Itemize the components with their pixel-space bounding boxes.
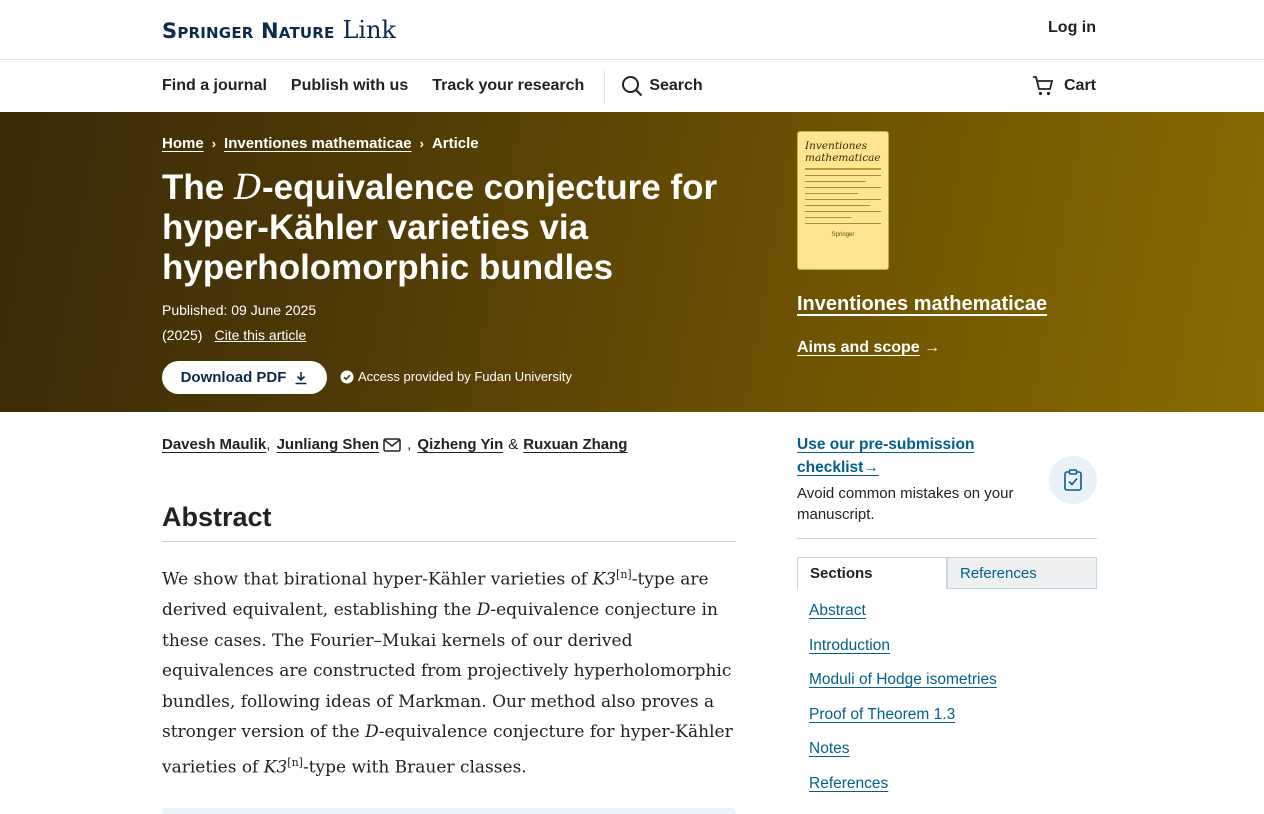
author-amp: & <box>508 436 519 453</box>
search-icon <box>621 75 643 97</box>
aims-scope-label: Aims and scope <box>797 339 920 356</box>
chevron-right-icon: › <box>419 136 424 151</box>
article-title <box>162 168 762 288</box>
logo-sub: Link <box>342 16 397 44</box>
download-pdf-button[interactable] <box>162 361 327 394</box>
arrow-right-icon: → <box>863 459 879 476</box>
journal-cover-image[interactable] <box>797 131 889 270</box>
toc-proof[interactable]: Proof of Theorem 1.3 <box>809 705 956 723</box>
next-section-edge <box>162 808 736 814</box>
cover-rule <box>805 168 881 170</box>
cite-article-link[interactable]: Cite this article <box>214 327 307 343</box>
clipboard-check-icon <box>1049 456 1097 504</box>
download-icon <box>294 371 308 385</box>
breadcrumb <box>162 135 479 152</box>
cite-row <box>162 327 306 343</box>
check-circle-icon <box>340 370 354 384</box>
journal-name-link[interactable]: Inventiones mathematicae <box>797 293 1048 315</box>
toc-abstract[interactable]: Abstract <box>809 602 866 619</box>
title-math: D <box>233 168 263 208</box>
chevron-right-icon: › <box>211 136 217 151</box>
cover-title: Inventiones mathematicae <box>805 140 881 164</box>
toc-introduction[interactable]: Introduction <box>809 636 890 654</box>
nav-track-research[interactable]: Track your research <box>432 77 585 94</box>
article-hero <box>0 112 1264 412</box>
nav-divider <box>604 69 605 103</box>
checklist-description: Avoid common mistakes on your manuscript. <box>797 485 1014 523</box>
access-text: Access provided by Fudan University <box>358 369 572 384</box>
aims-scope-link[interactable] <box>797 339 940 357</box>
author-link[interactable]: Qizheng Yin <box>417 436 504 453</box>
checklist-link[interactable]: Use our pre-submission checklist→ <box>797 436 975 476</box>
author-link[interactable]: Davesh Maulik <box>162 436 267 453</box>
breadcrumb-home[interactable]: Home <box>162 135 204 152</box>
download-pdf-label: Download PDF <box>180 369 287 386</box>
title-pre: The <box>162 168 234 207</box>
search-button[interactable] <box>621 75 702 97</box>
abstract-text: We show that birational hyper-Kähler varieties of K3[n]-type are derived equivalent, establishing the D-equivalence conjecture in these cases. The Fourier–Mukai kernels of our derived equivalences are constructed from projectively hyperholomorphic bundles, following ideas of Markman. Our method also proves a stronger version of the D-equivalence conjecture for hyper-Kähler varieties of K3[n]-type with Brauer classes. <box>162 568 733 778</box>
login-link[interactable]: Log in <box>1048 19 1096 36</box>
published-date: Published: 09 June 2025 <box>162 302 317 318</box>
top-header <box>0 0 1264 60</box>
abstract-heading: Abstract <box>162 502 272 532</box>
nav-publish[interactable]: Publish with us <box>290 77 409 94</box>
tab-sections[interactable]: Sections <box>797 557 947 589</box>
main-nav <box>0 60 1264 112</box>
breadcrumb-current: Article <box>431 135 479 152</box>
article-year: (2025) <box>162 327 203 343</box>
title-post: -equivalence conjecture for hyper-Kähler varieties via hyperholomorphic bundles <box>162 168 718 287</box>
cart-button[interactable] <box>1032 75 1096 97</box>
author-link[interactable]: Junliang Shen <box>276 436 380 453</box>
cover-publisher: Springer <box>831 232 855 238</box>
author-list: Davesh Maulik , Junliang Shen , Qizheng Yin & Ruxuan Zhang <box>162 436 628 453</box>
toc-references[interactable]: References <box>809 774 889 792</box>
search-label: Search <box>649 77 703 94</box>
nav-find-journal[interactable]: Find a journal <box>162 77 267 94</box>
logo-brand: Springer Nature <box>162 19 335 43</box>
springer-nature-link-logo[interactable] <box>162 16 396 44</box>
email-icon[interactable] <box>383 438 401 452</box>
cart-icon <box>1032 75 1054 97</box>
sidebar-tabs <box>797 557 1097 589</box>
abstract-divider <box>162 541 736 542</box>
arrow-right-icon: → <box>924 339 941 356</box>
sections-toc <box>809 602 997 809</box>
tab-references[interactable]: References <box>947 557 1097 589</box>
sidebar-divider <box>797 538 1097 539</box>
toc-moduli[interactable]: Moduli of Hodge isometries <box>809 671 997 688</box>
cart-label: Cart <box>1063 77 1096 94</box>
cover-contents-lines <box>805 175 881 224</box>
access-info <box>340 369 572 384</box>
pre-submission-checklist <box>797 433 1097 525</box>
breadcrumb-journal[interactable]: Inventiones mathematicae <box>224 135 412 152</box>
author-link[interactable]: Ruxuan Zhang <box>523 436 628 453</box>
toc-notes[interactable]: Notes <box>809 740 850 757</box>
